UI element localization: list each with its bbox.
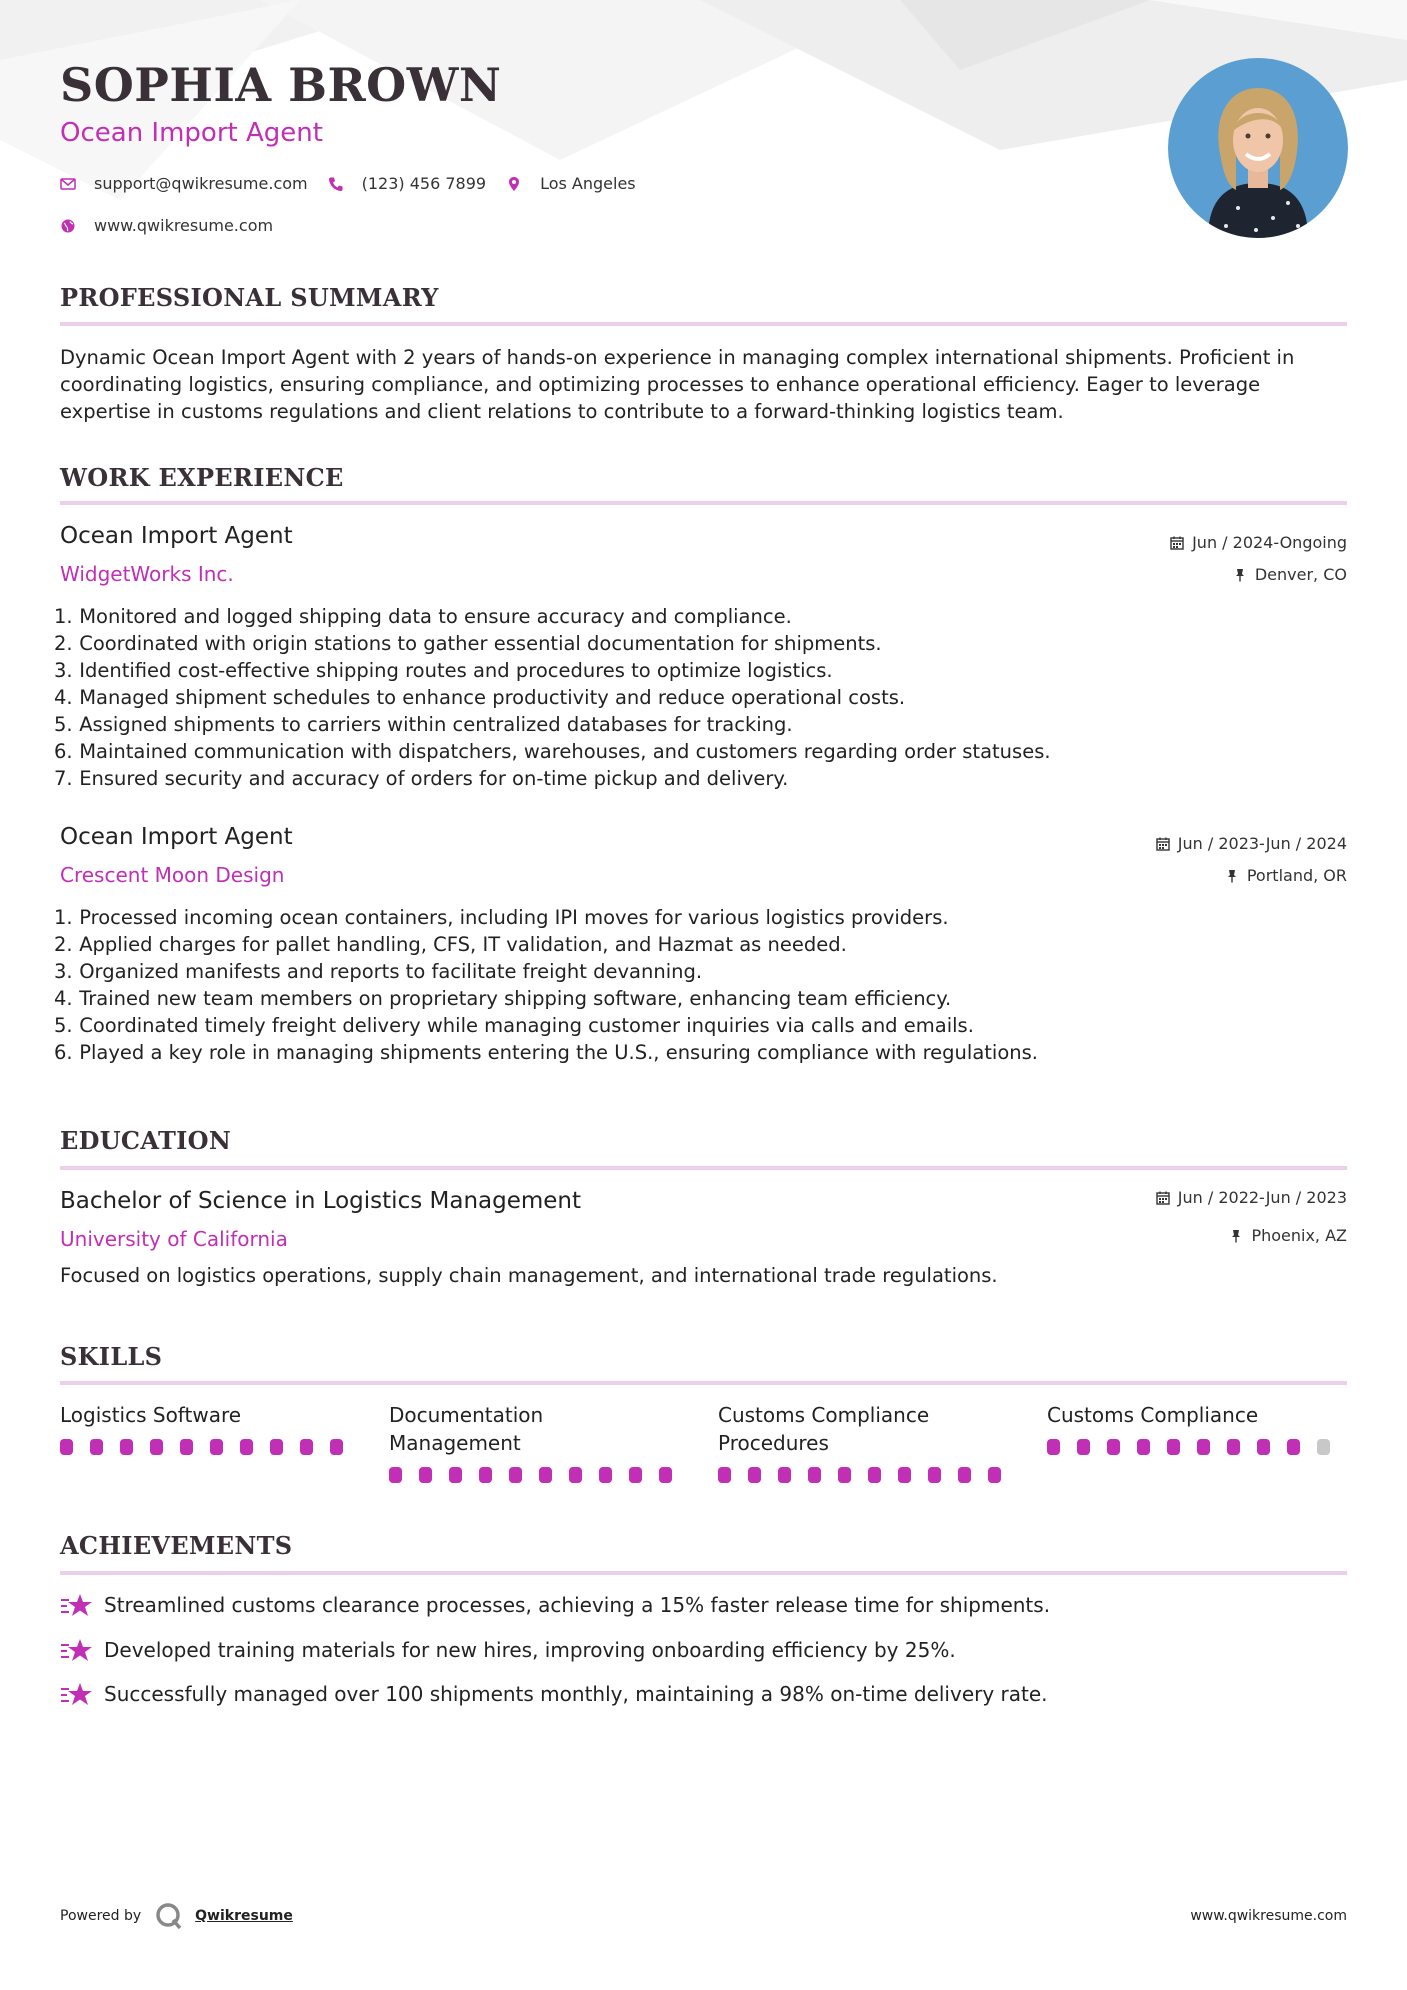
rating-dot-empty [1317,1439,1330,1455]
rating-dot-filled [240,1439,253,1455]
star-badge-icon [60,1592,94,1618]
education-section-header [60,1126,1347,1155]
rating-dot-filled [659,1467,672,1483]
rating-dot-filled [270,1439,283,1455]
list-item: 3. Organized manifests and reports to facilitate freight devanning. [54,960,703,983]
rating-dot-filled [569,1467,582,1483]
rating-dot-filled [180,1439,193,1455]
section-divider [60,501,1347,505]
rating-dot-filled [778,1467,791,1483]
section-title-experience: WORK EXPERIENCE [60,463,344,492]
summary-section-header [60,283,1347,312]
star-badge-icon [60,1637,94,1663]
footer-powered-by [60,1902,293,1930]
list-item: 4. Trained new team members on proprietary shipping software, enhancing team efficiency. [54,987,952,1010]
job-bullets [54,603,1350,792]
pushpin-icon [1229,1229,1243,1243]
section-title-skills: SKILLS [60,1342,163,1371]
candidate-title: Ocean Import Agent [60,118,323,148]
section-divider [60,1166,1347,1170]
mail-icon [60,176,76,192]
skill-rating [60,1439,360,1455]
section-title-education: EDUCATION [60,1126,232,1155]
summary-text: Dynamic Ocean Import Agent with 2 years of hands-on experience in managing complex international shipments. Proficient in coordinating logistics, ensuring compliance, and optimizing processes to enhance operational efficiency. Eager to leverage expertise in customs regulations and client relations to contribute to a forward-thinking logistics team. [60,346,1295,423]
website-text[interactable]: www.qwikresume.com [94,216,274,235]
contact-email [60,174,308,193]
rating-dot-filled [808,1467,821,1483]
calendar-icon [1156,837,1170,851]
list-item: 5. Coordinated timely freight delivery while managing customer inquiries via calls and emails. [54,1014,974,1037]
rating-dot-filled [419,1467,432,1483]
powered-by-label: Powered by [60,1908,142,1924]
rating-dot-filled [599,1467,612,1483]
calendar-icon [1156,1191,1170,1205]
school-name: University of California [60,1227,288,1251]
skill-item [389,1401,689,1483]
rating-dot-filled [1107,1439,1120,1455]
job-date-text: Jun / 2024-Ongoing [1192,533,1347,552]
rating-dot-filled [748,1467,761,1483]
rating-dot-filled [1287,1439,1300,1455]
rating-dot-filled [1137,1439,1150,1455]
job-title: Ocean Import Agent [60,824,293,850]
phone-icon [328,176,344,192]
list-item: 6. Maintained communication with dispatchers, warehouses, and customers regarding order statuses. [54,740,1051,763]
rating-dot-filled [539,1467,552,1483]
rating-dot-filled [449,1467,462,1483]
contact-row-2 [60,216,293,235]
rating-dot-filled [509,1467,522,1483]
skill-name: Customs Compliance Procedures [718,1403,930,1455]
section-divider [60,1571,1347,1575]
achievements-section-header [60,1531,1347,1560]
job-location-text: Portland, OR [1246,866,1347,885]
achievement-item [60,1637,956,1663]
achievement-item [60,1592,1050,1618]
contact-website [60,216,273,235]
achievement-text: Streamlined customs clearance processes, achieving a 15% faster release time for shipments. [104,1593,1051,1617]
skill-rating [718,1467,1018,1483]
rating-dot-filled [629,1467,642,1483]
rating-dot-filled [479,1467,492,1483]
achievement-text: Developed training materials for new hires, improving onboarding efficiency by 25%. [104,1638,956,1662]
job-date [1156,834,1347,853]
rating-dot-filled [718,1467,731,1483]
rating-dot-filled [330,1439,343,1455]
job-date [1170,533,1347,552]
rating-dot-filled [1077,1439,1090,1455]
location-pin-icon [506,176,522,192]
skill-item [60,1401,360,1455]
list-item: 5. Assigned shipments to carriers within centralized databases for tracking. [54,713,793,736]
degree-title: Bachelor of Science in Logistics Management [60,1188,582,1214]
education-date [1156,1188,1347,1207]
skill-rating [389,1467,689,1483]
rating-dot-filled [90,1439,103,1455]
location-text: Los Angeles [540,174,636,193]
calendar-icon [1170,536,1184,550]
qwikresume-logo-icon [155,1902,183,1930]
rating-dot-filled [838,1467,851,1483]
rating-dot-filled [1197,1439,1210,1455]
rating-dot-filled [150,1439,163,1455]
rating-dot-filled [60,1439,73,1455]
rating-dot-filled [210,1439,223,1455]
candidate-name: SOPHIA BROWN [60,58,502,112]
job-location [1233,565,1347,584]
contact-location [506,174,636,193]
rating-dot-filled [868,1467,881,1483]
avatar [1168,58,1348,238]
rating-dot-filled [898,1467,911,1483]
contact-phone [328,174,486,193]
achievement-item [60,1681,1048,1707]
star-badge-icon [60,1681,94,1707]
list-item: 4. Managed shipment schedules to enhance productivity and reduce operational costs. [54,686,906,709]
skill-name: Customs Compliance [1047,1403,1259,1427]
skill-item [1047,1401,1347,1455]
skill-name: Documentation Management [389,1403,544,1455]
education-date-text: Jun / 2022-Jun / 2023 [1177,1188,1347,1207]
rating-dot-filled [300,1439,313,1455]
job-location [1225,866,1347,885]
section-divider [60,1381,1347,1385]
rating-dot-filled [120,1439,133,1455]
company-name: WidgetWorks Inc. [60,562,234,586]
rating-dot-filled [1167,1439,1180,1455]
job-bullets [54,904,1350,1066]
achievement-text: Successfully managed over 100 shipments monthly, maintaining a 98% on-time delivery rate. [104,1682,1048,1706]
job-title: Ocean Import Agent [60,523,293,549]
section-title-summary: PROFESSIONAL SUMMARY [60,283,439,312]
experience-section-header [60,463,1347,492]
skill-rating [1047,1439,1347,1455]
rating-dot-filled [1227,1439,1240,1455]
email-text[interactable]: support@qwikresume.com [94,174,308,193]
job-date-text: Jun / 2023-Jun / 2024 [1177,834,1347,853]
company-name: Crescent Moon Design [60,863,285,887]
rating-dot-filled [928,1467,941,1483]
rating-dot-filled [1257,1439,1270,1455]
skill-name: Logistics Software [60,1403,242,1427]
education-description: Focused on logistics operations, supply chain management, and international trade regulations. [60,1264,998,1287]
job-location-text: Denver, CO [1254,565,1347,584]
section-divider [60,322,1347,326]
rating-dot-filled [958,1467,971,1483]
education-location-text: Phoenix, AZ [1251,1226,1347,1245]
footer-website[interactable]: www.qwikresume.com [1190,1908,1347,1924]
phone-text: (123) 456 7899 [361,174,487,193]
list-item: 3. Identified cost-effective shipping routes and procedures to optimize logistics. [54,659,833,682]
list-item: 1. Monitored and logged shipping data to ensure accuracy and compliance. [54,605,792,628]
profile-photo [1168,58,1348,238]
qwikresume-link[interactable]: Qwikresume [195,1908,293,1924]
list-item: 7. Ensured security and accuracy of orders for on-time pickup and delivery. [54,767,789,790]
list-item: 1. Processed incoming ocean containers, including IPI moves for various logistics providers. [54,906,949,929]
education-location [1229,1226,1347,1245]
rating-dot-filled [389,1467,402,1483]
section-title-achievements: ACHIEVEMENTS [60,1531,293,1560]
contact-row [60,174,656,193]
rating-dot-filled [1047,1439,1060,1455]
pushpin-icon [1233,568,1247,582]
skill-item [718,1401,1018,1483]
skills-section-header [60,1342,1347,1371]
list-item: 6. Played a key role in managing shipments entering the U.S., ensuring compliance with regulations. [54,1041,1038,1064]
rating-dot-filled [988,1467,1001,1483]
pushpin-icon [1225,869,1239,883]
list-item: 2. Coordinated with origin stations to gather essential documentation for shipments. [54,632,882,655]
globe-icon [60,218,76,234]
list-item: 2. Applied charges for pallet handling, CFS, IT validation, and Hazmat as needed. [54,933,847,956]
